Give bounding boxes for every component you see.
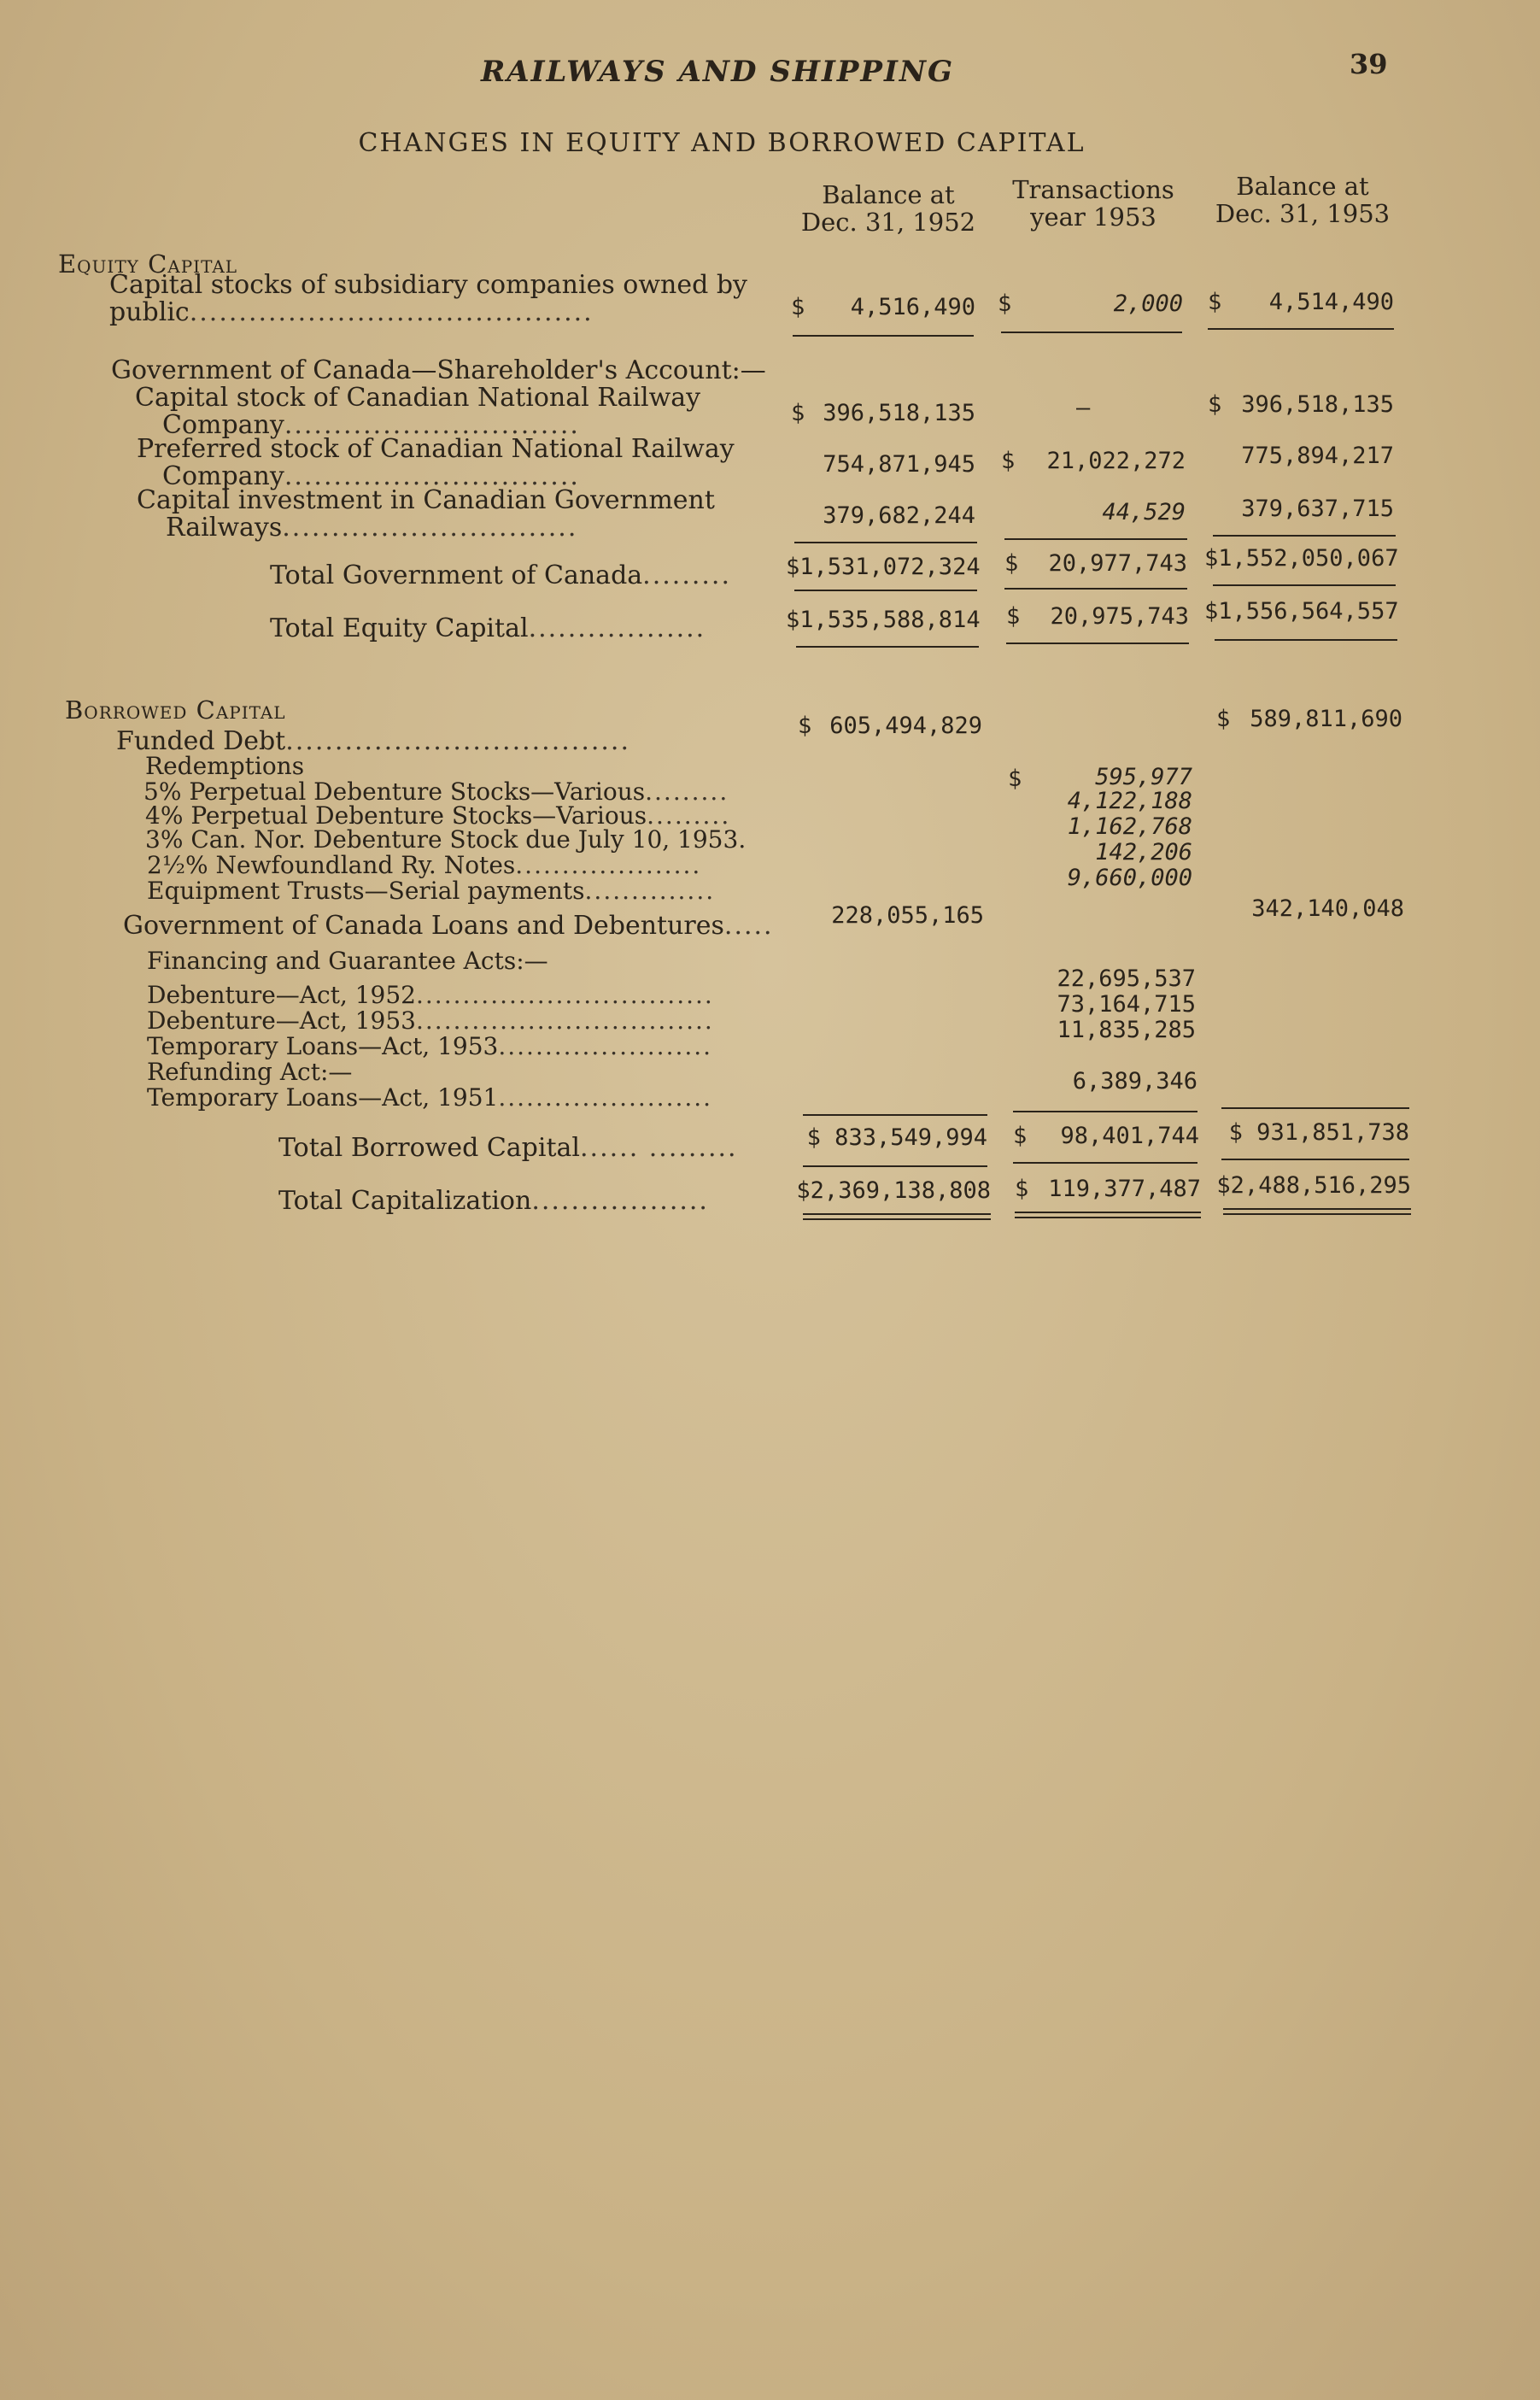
rule — [803, 1165, 987, 1167]
row-temporary-loans-1951-c2: 6,389,346 — [1072, 1068, 1197, 1094]
rule — [1221, 1159, 1409, 1160]
double-rule — [1015, 1217, 1201, 1218]
row-capital-stock-label-line2: Company.............................. — [162, 410, 580, 440]
row-total-borrowed-label: Total Borrowed Capital...... ......... — [278, 1133, 738, 1163]
rule — [1013, 1162, 1197, 1164]
row-total-equity-c3: $1,556,564,557 — [1204, 598, 1399, 625]
row-debenture-1952-label: Debenture—Act, 1952................................ — [147, 981, 714, 1009]
gov-account-header: Government of Canada—Shareholder's Account:— — [111, 355, 766, 385]
row-capital-investment-c3: 379,637,715 — [1241, 496, 1394, 522]
section-borrowed-capital: Borrowed Capital — [65, 695, 286, 725]
row-total-equity-c2: 20,975,743 — [1050, 603, 1189, 630]
row-total-capitalization-c3: $2,488,516,295 — [1216, 1172, 1411, 1199]
rule — [1006, 643, 1189, 644]
row-temporary-loans-1953-c2: 11,835,285 — [1057, 1017, 1196, 1043]
rule — [803, 1114, 987, 1116]
row-capital-stock-c3: 396,518,135 — [1241, 391, 1394, 418]
row-total-equity-label: Total Equity Capital.................. — [270, 613, 706, 643]
rule — [1013, 1111, 1197, 1112]
row-subsidiary-label-line1: Capital stocks of subsidiary companies owned by — [109, 270, 747, 300]
row-redemption-5pct-label: 5% Perpetual Debenture Stocks—Various......... — [143, 778, 729, 806]
row-capital-investment-label-line2: Railways.............................. — [166, 513, 578, 543]
row-total-borrowed-c3: $ 931,851,738 — [1228, 1119, 1409, 1146]
row-total-government-c2: 20,977,743 — [1048, 550, 1187, 577]
row-subsidiary-c1-dollar: $ — [791, 294, 805, 320]
row-subsidiary-c3: 4,514,490 — [1268, 289, 1394, 315]
row-subsidiary-label-line2: public......................................... — [109, 297, 594, 327]
refunding-act-label: Refunding Act:— — [147, 1058, 353, 1086]
row-debenture-1953-label: Debenture—Act, 1953................................ — [147, 1006, 714, 1035]
rule — [1215, 639, 1397, 641]
column-header-balance-1952: Balance at Dec. 31, 1952 — [800, 180, 976, 237]
row-gov-loans-c1: 228,055,165 — [831, 902, 984, 929]
column-header-balance-1953: Balance at Dec. 31, 1953 — [1215, 172, 1391, 228]
rule — [1004, 538, 1187, 540]
column-header-transactions-1953: Transactions year 1953 — [1012, 175, 1174, 232]
row-preferred-stock-c3: 775,894,217 — [1241, 443, 1394, 469]
double-rule — [1223, 1213, 1411, 1215]
row-subsidiary-c3-dollar: $ — [1208, 289, 1222, 315]
row-capital-stock-c1-dollar: $ — [791, 400, 805, 426]
row-redemption-newfoundland-label: 2½% Newfoundland Ry. Notes.................... — [147, 851, 702, 879]
row-capital-stock-label-line1: Capital stock of Canadian National Railway — [135, 383, 701, 413]
row-total-government-label: Total Government of Canada......... — [270, 560, 731, 590]
row-redemption-5pct-dollar: $ — [1008, 766, 1022, 792]
row-redemption-5pct-c2: 595,977 — [1095, 764, 1192, 790]
row-redemption-equipment-trusts-c2: 9,660,000 — [1067, 865, 1192, 891]
row-redemption-4pct-c2: 4,122,188 — [1067, 788, 1192, 814]
row-preferred-stock-c2-dollar: $ — [1001, 448, 1016, 474]
double-rule — [1223, 1208, 1411, 1210]
redemptions-label: Redemptions — [145, 752, 305, 780]
rule — [1001, 332, 1182, 333]
row-subsidiary-c2: 2,000 — [1113, 290, 1183, 317]
row-redemption-4pct-label: 4% Perpetual Debenture Stocks—Various......... — [145, 801, 731, 830]
page-number: 39 — [1350, 48, 1388, 80]
row-temporary-loans-1953-label: Temporary Loans—Act, 1953....................... — [147, 1032, 713, 1060]
rule — [796, 646, 979, 648]
rule — [1213, 584, 1396, 586]
row-total-capitalization-c2-dollar: $ — [1015, 1176, 1029, 1202]
row-total-capitalization-c1: $2,369,138,808 — [796, 1177, 991, 1204]
rule — [1213, 535, 1396, 537]
row-debenture-1952-c2: 22,695,537 — [1057, 965, 1196, 992]
row-gov-loans-c3: 342,140,048 — [1251, 895, 1404, 922]
row-capital-stock-c1: 396,518,135 — [823, 400, 975, 426]
row-total-borrowed-c2-dollar: $ — [1013, 1123, 1028, 1149]
row-funded-debt-label: Funded Debt................................... — [116, 726, 630, 756]
row-funded-debt-c1-dollar: $ — [798, 713, 812, 739]
row-total-equity-c2-dollar: $ — [1006, 603, 1021, 630]
row-capital-stock-c2: — — [1076, 395, 1091, 421]
double-rule — [1015, 1212, 1201, 1213]
row-total-borrowed-c2: 98,401,744 — [1060, 1123, 1199, 1149]
row-preferred-stock-label-line2: Company.............................. — [162, 461, 580, 491]
row-temporary-loans-1951-label: Temporary Loans—Act, 1951....................... — [147, 1083, 713, 1112]
double-rule — [803, 1213, 991, 1215]
rule — [794, 590, 977, 591]
row-funded-debt-c1: 605,494,829 — [829, 713, 982, 739]
row-total-equity-c1: $1,535,588,814 — [786, 607, 981, 633]
row-capital-stock-c3-dollar: $ — [1208, 391, 1222, 418]
row-capital-investment-c2: 44,529 — [1102, 499, 1186, 525]
row-funded-debt-c3: 589,811,690 — [1250, 706, 1402, 732]
row-preferred-stock-label-line1: Preferred stock of Canadian National Railway — [137, 434, 735, 464]
row-redemption-newfoundland-c2: 142,206 — [1095, 839, 1192, 866]
row-redemption-equipment-trusts-label: Equipment Trusts—Serial payments.............. — [147, 877, 716, 905]
rule — [794, 542, 977, 543]
row-subsidiary-c2-dollar: $ — [998, 290, 1012, 317]
section-equity-capital: Equity Capital — [58, 249, 238, 279]
row-total-capitalization-label: Total Capitalization.................. — [278, 1186, 709, 1216]
rule — [1208, 328, 1394, 330]
row-gov-loans-label: Government of Canada Loans and Debentures..... — [123, 911, 774, 941]
rule — [1004, 588, 1187, 590]
row-capital-investment-c1: 379,682,244 — [823, 502, 975, 529]
row-redemption-3pct-c2: 1,162,768 — [1067, 813, 1192, 840]
row-preferred-stock-c2: 21,022,272 — [1046, 448, 1186, 474]
row-debenture-1953-c2: 73,164,715 — [1057, 991, 1196, 1018]
row-total-borrowed-c1: $ 833,549,994 — [806, 1124, 987, 1151]
row-total-capitalization-c2: 119,377,487 — [1048, 1176, 1201, 1202]
rule — [793, 335, 974, 337]
row-capital-investment-label-line1: Capital investment in Canadian Government — [137, 485, 715, 515]
financing-guarantee-acts-label: Financing and Guarantee Acts:— — [147, 947, 548, 975]
double-rule — [803, 1218, 991, 1220]
running-title: RAILWAYS AND SHIPPING — [480, 55, 954, 89]
row-total-government-c3: $1,552,050,067 — [1204, 545, 1399, 572]
row-funded-debt-c3-dollar: $ — [1216, 706, 1231, 732]
row-total-government-c1: $1,531,072,324 — [786, 554, 981, 580]
row-preferred-stock-c1: 754,871,945 — [823, 451, 975, 478]
row-subsidiary-c1: 4,516,490 — [850, 294, 975, 320]
row-redemption-3pct-label: 3% Can. Nor. Debenture Stock due July 10, 1953. — [145, 825, 747, 854]
table-title: CHANGES IN EQUITY AND BORROWED CAPITAL — [358, 128, 1086, 158]
row-total-government-c2-dollar: $ — [1004, 550, 1019, 577]
rule — [1221, 1107, 1409, 1109]
